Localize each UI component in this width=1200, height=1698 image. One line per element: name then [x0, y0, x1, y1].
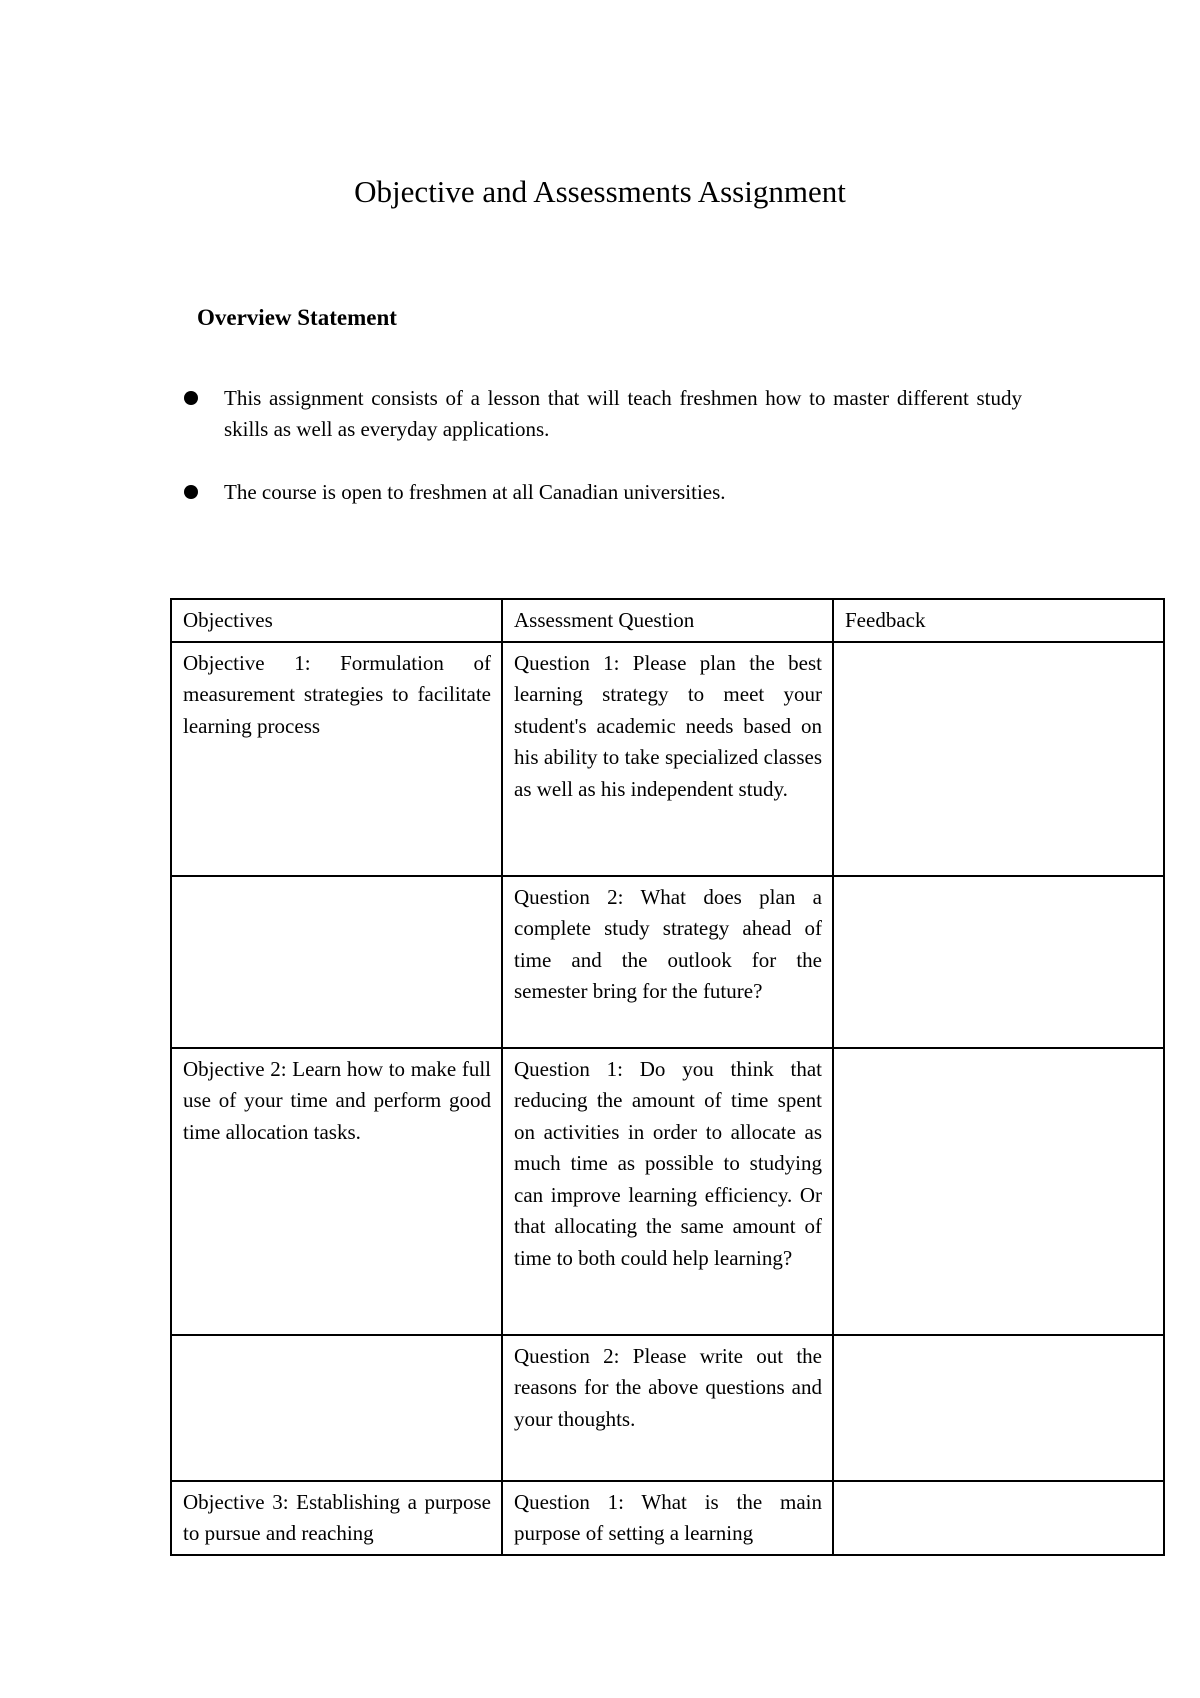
bullet-dot-icon — [184, 485, 198, 499]
question-text: Question 1: Do you think that reducing the amount of time spent on activities in order to allocate as much time as possible to studying can improve learning efficiency. Or that allocating the same amount of time to both could help learning? — [514, 1056, 822, 1270]
question-cell — [502, 876, 833, 1048]
feedback-cell — [833, 876, 1164, 1048]
bullet-dot-icon — [184, 391, 198, 405]
header-objectives: Objectives — [171, 599, 502, 642]
question-cell — [502, 1335, 833, 1481]
header-assessment-question: Assessment Question — [502, 599, 833, 642]
question-text: Question 1: What is the main purpose of setting a learning — [514, 1489, 822, 1545]
question-text: Question 2: What does plan a complete study strategy ahead of time and the outlook for the semester bring for the future? — [514, 884, 822, 1003]
objective-cell — [171, 876, 502, 1048]
question-cell — [502, 1481, 833, 1555]
objective-cell — [171, 1481, 502, 1555]
bullet-text: This assignment consists of a lesson that will teach freshmen how to master different study skills as well as everyday applications. — [224, 386, 1022, 441]
question-text: Question 2: Please write out the reasons for the above questions and your thoughts. — [514, 1343, 822, 1431]
objective-text: Objective 3: Establishing a purpose to pursue and reaching — [183, 1489, 491, 1545]
table-row — [171, 1481, 1164, 1555]
objective-cell — [171, 1335, 502, 1481]
objective-text: Objective 2: Learn how to make full use of your time and perform good time allocation tasks. — [183, 1056, 491, 1144]
question-cell — [502, 642, 833, 876]
bullet-item — [182, 477, 1022, 508]
assessment-table — [170, 598, 1165, 1556]
objective-text: Objective 1: Formulation of measurement strategies to facilitate learning process — [183, 650, 491, 738]
table-row — [171, 876, 1164, 1048]
page-title: Objective and Assessments Assignment — [354, 174, 846, 209]
table-row — [171, 642, 1164, 876]
table-row — [171, 1335, 1164, 1481]
objective-cell — [171, 1048, 502, 1335]
objective-cell — [171, 642, 502, 876]
feedback-cell — [833, 1335, 1164, 1481]
header-feedback: Feedback — [833, 599, 1164, 642]
feedback-cell — [833, 642, 1164, 876]
overview-heading: Overview Statement — [197, 305, 397, 330]
feedback-cell — [833, 1048, 1164, 1335]
question-text: Question 1: Please plan the best learning strategy to meet your student's academic needs based on his ability to take specialized classes as well as his independent study. — [514, 650, 822, 801]
question-cell — [502, 1048, 833, 1335]
table-header-row — [171, 599, 1164, 642]
feedback-cell — [833, 1481, 1164, 1555]
bullet-item — [182, 383, 1022, 445]
bullet-text: The course is open to freshmen at all Canadian universities. — [224, 480, 726, 504]
table-row — [171, 1048, 1164, 1335]
overview-bullet-list — [182, 383, 1022, 540]
